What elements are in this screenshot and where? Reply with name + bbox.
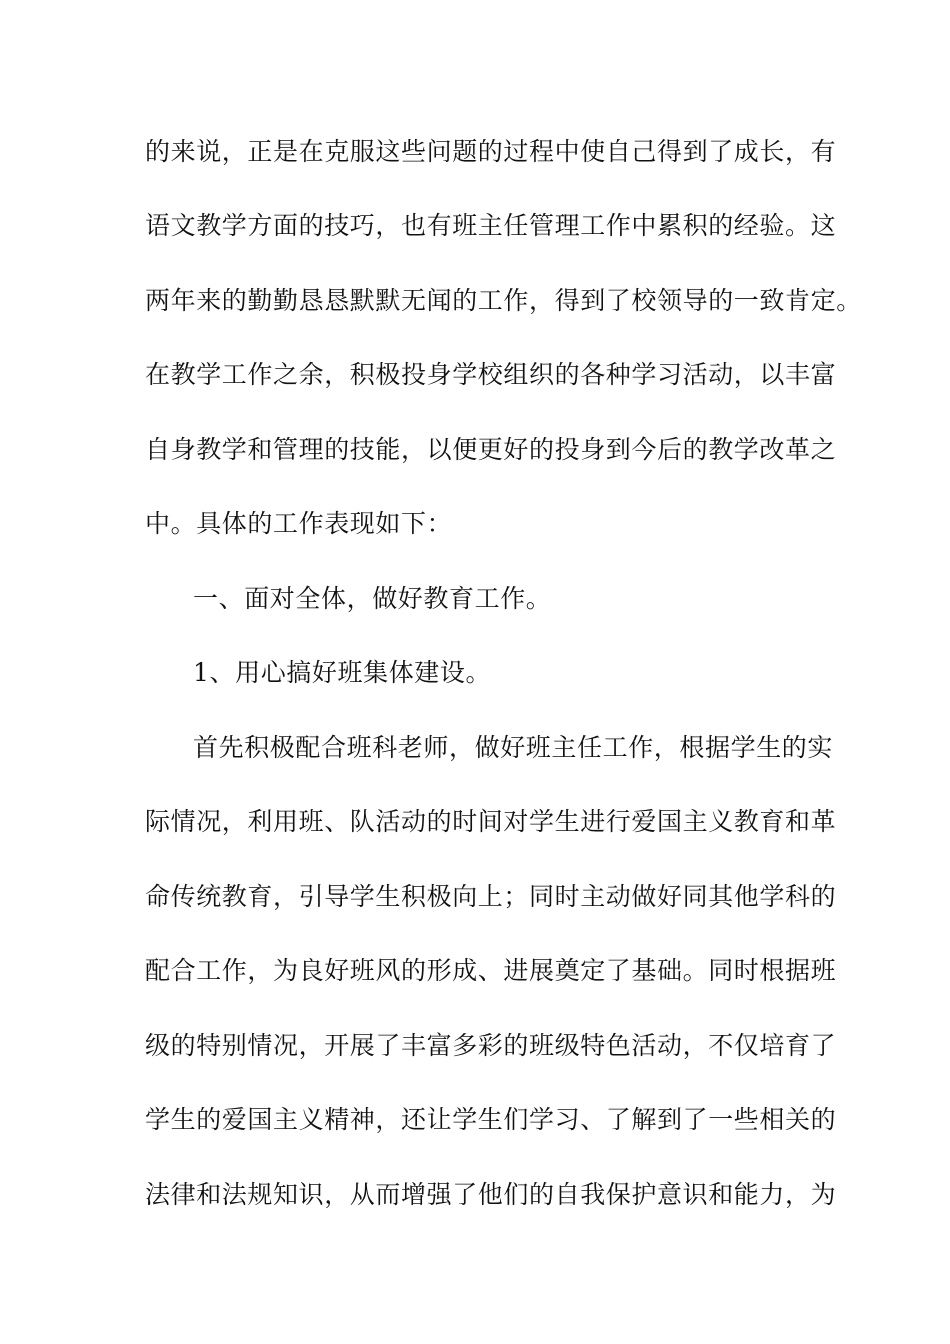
body-text-line: 中。具体的工作表现如下： xyxy=(145,509,453,538)
body-text-line: 学生的爱国主义精神，还让学生们学习、了解到了一些相关的 xyxy=(145,1105,837,1134)
section-heading: 一、面对全体，做好教育工作。 xyxy=(193,584,552,613)
body-text-line: 的来说，正是在克服这些问题的过程中使自己得到了成长，有 xyxy=(145,137,837,166)
body-text-line: 两年来的勤勤恳恳默默无闻的工作，得到了校领导的一致肯定。 xyxy=(145,286,862,315)
body-text-line: 法律和法规知识，从而增强了他们的自我保护意识和能力，为 xyxy=(145,1180,837,1209)
subsection-heading: 1、用心搞好班集体建设。 xyxy=(193,658,492,687)
body-text-line: 首先积极配合班科老师，做好班主任工作，根据学生的实 xyxy=(193,733,834,762)
body-text-line: 际情况，利用班、队活动的时间对学生进行爱国主义教育和革 xyxy=(145,807,837,836)
body-text-line: 自身教学和管理的技能，以便更好的投身到今后的教学改革之 xyxy=(145,435,837,464)
body-text-line: 命传统教育，引导学生积极向上；同时主动做好同其他学科的 xyxy=(145,882,837,911)
body-text-line: 在教学工作之余，积极投身学校组织的各种学习活动，以丰富 xyxy=(145,360,837,389)
body-text-line: 语文教学方面的技巧，也有班主任管理工作中累积的经验。这 xyxy=(145,211,837,240)
body-text-line: 配合工作，为良好班风的形成、进展奠定了基础。同时根据班 xyxy=(145,956,837,985)
body-text-line: 级的特别情况，开展了丰富多彩的班级特色活动，不仅培育了 xyxy=(145,1031,837,1060)
